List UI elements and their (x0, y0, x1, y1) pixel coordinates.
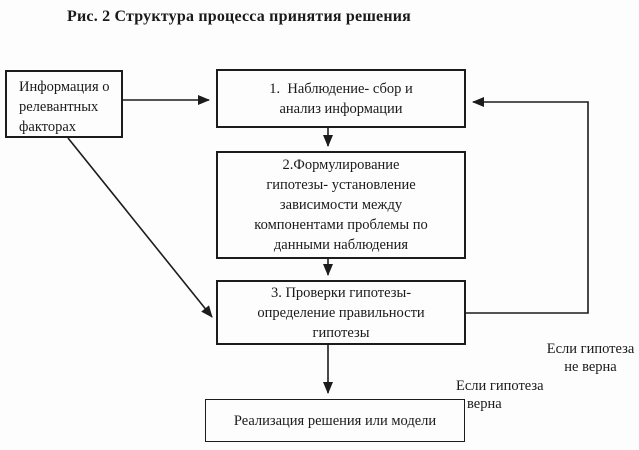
label-line: не верна (564, 358, 617, 375)
arrow-info-to-step3 (68, 138, 212, 317)
box-line: 1. Наблюдение- сбор и (269, 80, 413, 97)
box-line: компонентами проблемы по (254, 217, 428, 233)
box-line: зависимости между (279, 197, 403, 213)
box-line: факторах (19, 119, 77, 135)
box-line: анализ информации (279, 100, 403, 117)
box-line: гипотезы- установление (266, 177, 416, 193)
box-line: Информация о (19, 79, 110, 95)
box-line: релевантных (19, 99, 99, 115)
label-line: верна (467, 395, 502, 412)
box-line: Реализация решения или модели (233, 412, 437, 429)
box-line: 2.Формулирование (282, 157, 400, 173)
box-result-implementation (205, 399, 465, 442)
arrow-feedback-loop (466, 102, 588, 313)
label-line: Если гипотеза (546, 341, 635, 357)
figure-title: Рис. 2 Структура процесса принятия решения (67, 8, 412, 25)
box-relevant-info (5, 70, 123, 138)
box-line: 3. Проверки гипотезы- (270, 284, 412, 301)
box-line: данными наблюдения (273, 237, 409, 253)
box-step1-observation (216, 69, 466, 128)
label-line: Если гипотеза (456, 378, 544, 394)
label-hypothesis-true (456, 378, 544, 413)
label-hypothesis-false (543, 341, 638, 376)
box-line: гипотезы (312, 324, 370, 341)
box-step3-hypothesis-check (216, 280, 466, 345)
box-line: определение правильности (257, 304, 425, 321)
box-step2-hypothesis-formulation (216, 151, 466, 259)
